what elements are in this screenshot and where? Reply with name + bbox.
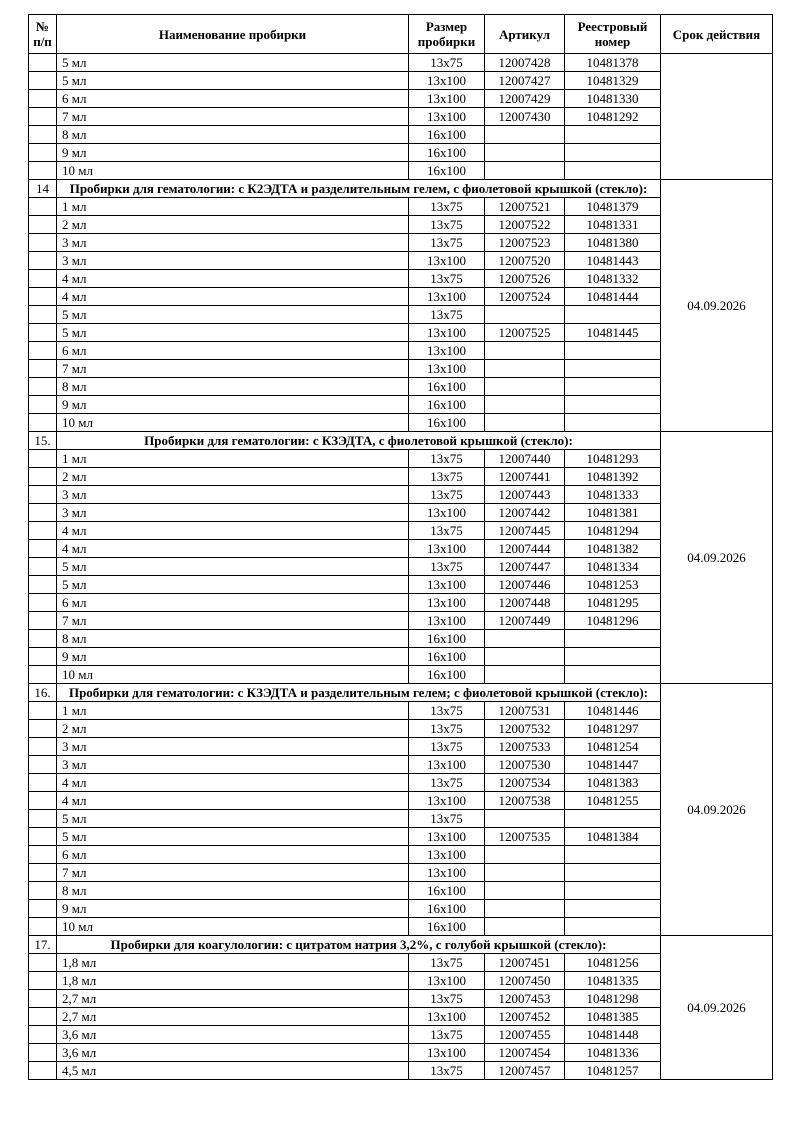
tube-name: 4 мл xyxy=(57,522,409,540)
row-number xyxy=(29,324,57,342)
tube-reg: 10481254 xyxy=(565,738,661,756)
tube-name: 7 мл xyxy=(57,864,409,882)
validity-cell: 04.09.2026 xyxy=(661,936,773,1080)
tube-article: 12007427 xyxy=(485,72,565,90)
tube-size: 13x75 xyxy=(409,198,485,216)
row-number xyxy=(29,234,57,252)
row-number xyxy=(29,540,57,558)
tube-reg: 10481295 xyxy=(565,594,661,612)
tube-name: 6 мл xyxy=(57,90,409,108)
tube-reg: 10481332 xyxy=(565,270,661,288)
row-number xyxy=(29,972,57,990)
tube-size: 13x100 xyxy=(409,252,485,270)
tube-size: 13x100 xyxy=(409,828,485,846)
tube-reg: 10481334 xyxy=(565,558,661,576)
tube-article: 12007534 xyxy=(485,774,565,792)
tube-name: 5 мл xyxy=(57,306,409,324)
tube-size: 13x75 xyxy=(409,720,485,738)
row-number xyxy=(29,486,57,504)
row-number xyxy=(29,90,57,108)
tube-reg xyxy=(565,918,661,936)
tube-article: 12007442 xyxy=(485,504,565,522)
tube-name: 4 мл xyxy=(57,288,409,306)
tube-reg xyxy=(565,900,661,918)
tube-article: 12007428 xyxy=(485,54,565,72)
tube-name: 4 мл xyxy=(57,270,409,288)
tube-reg: 10481255 xyxy=(565,792,661,810)
section-title: Пробирки для гематологии: с КЗЭДТА, с фиолетовой крышкой (стекло): xyxy=(57,432,661,450)
section-title: Пробирки для гематологии: с К2ЭДТА и разделительным гелем, с фиолетовой крышкой (стекло): xyxy=(57,180,661,198)
tube-size: 13x100 xyxy=(409,504,485,522)
tube-reg: 10481382 xyxy=(565,540,661,558)
tube-name: 4,5 мл xyxy=(57,1062,409,1080)
tube-size: 16x100 xyxy=(409,162,485,180)
tube-article: 12007448 xyxy=(485,594,565,612)
row-number xyxy=(29,342,57,360)
tube-size: 16x100 xyxy=(409,396,485,414)
tube-size: 13x100 xyxy=(409,612,485,630)
tube-article xyxy=(485,882,565,900)
row-number xyxy=(29,1008,57,1026)
tube-size: 13x75 xyxy=(409,216,485,234)
tube-reg: 10481257 xyxy=(565,1062,661,1080)
tube-name: 10 мл xyxy=(57,918,409,936)
row-number xyxy=(29,72,57,90)
tube-reg: 10481292 xyxy=(565,108,661,126)
tube-size: 16x100 xyxy=(409,648,485,666)
tube-size: 13x75 xyxy=(409,810,485,828)
tube-reg xyxy=(565,648,661,666)
tube-article xyxy=(485,666,565,684)
tube-name: 1 мл xyxy=(57,450,409,468)
row-number xyxy=(29,576,57,594)
tube-reg xyxy=(565,414,661,432)
row-number xyxy=(29,594,57,612)
tube-name: 1,8 мл xyxy=(57,954,409,972)
tube-reg: 10481293 xyxy=(565,450,661,468)
section-title: Пробирки для коагулологии: с цитратом натрия 3,2%, с голубой крышкой (стекло): xyxy=(57,936,661,954)
tube-name: 3,6 мл xyxy=(57,1026,409,1044)
tube-size: 13x75 xyxy=(409,1062,485,1080)
row-number xyxy=(29,738,57,756)
tube-article: 12007452 xyxy=(485,1008,565,1026)
tube-article: 12007440 xyxy=(485,450,565,468)
tube-reg: 10481446 xyxy=(565,702,661,720)
tube-size: 16x100 xyxy=(409,900,485,918)
tube-name: 3 мл xyxy=(57,756,409,774)
tube-size: 13x100 xyxy=(409,846,485,864)
tube-name: 5 мл xyxy=(57,54,409,72)
tube-size: 13x75 xyxy=(409,306,485,324)
tube-reg xyxy=(565,126,661,144)
tube-reg xyxy=(565,378,661,396)
row-number xyxy=(29,666,57,684)
row-number xyxy=(29,216,57,234)
tube-name: 8 мл xyxy=(57,378,409,396)
section-title-row xyxy=(29,936,773,954)
row-number xyxy=(29,756,57,774)
tube-reg: 10481297 xyxy=(565,720,661,738)
row-number xyxy=(29,630,57,648)
tube-reg xyxy=(565,360,661,378)
tube-name: 1,8 мл xyxy=(57,972,409,990)
tube-article xyxy=(485,918,565,936)
tube-name: 2,7 мл xyxy=(57,990,409,1008)
tube-name: 3 мл xyxy=(57,252,409,270)
section-title-row xyxy=(29,684,773,702)
section-number: 17. xyxy=(29,936,57,954)
tube-name: 1 мл xyxy=(57,198,409,216)
tube-reg: 10481330 xyxy=(565,90,661,108)
row-number xyxy=(29,108,57,126)
tube-size: 13x75 xyxy=(409,1026,485,1044)
row-number xyxy=(29,1044,57,1062)
tube-size: 13x75 xyxy=(409,234,485,252)
tube-article xyxy=(485,378,565,396)
tube-table xyxy=(28,14,773,1080)
tube-article xyxy=(485,360,565,378)
tube-size: 13x100 xyxy=(409,90,485,108)
tube-size: 13x100 xyxy=(409,1044,485,1062)
tube-reg: 10481448 xyxy=(565,1026,661,1044)
tube-article xyxy=(485,846,565,864)
row-number xyxy=(29,54,57,72)
tube-article xyxy=(485,648,565,666)
tube-size: 13x100 xyxy=(409,324,485,342)
tube-name: 6 мл xyxy=(57,342,409,360)
tube-size: 13x100 xyxy=(409,360,485,378)
tube-article xyxy=(485,306,565,324)
tube-article: 12007451 xyxy=(485,954,565,972)
row-number xyxy=(29,648,57,666)
tube-size: 13x100 xyxy=(409,288,485,306)
tube-name: 8 мл xyxy=(57,882,409,900)
tube-article: 12007443 xyxy=(485,486,565,504)
col-header-article: Артикул xyxy=(485,15,565,54)
tube-size: 13x100 xyxy=(409,540,485,558)
tube-size: 13x75 xyxy=(409,450,485,468)
tube-name: 10 мл xyxy=(57,414,409,432)
tube-size: 16x100 xyxy=(409,882,485,900)
tube-reg: 10481333 xyxy=(565,486,661,504)
tube-name: 9 мл xyxy=(57,396,409,414)
row-number xyxy=(29,900,57,918)
row-number xyxy=(29,414,57,432)
tube-article xyxy=(485,900,565,918)
tube-article: 12007520 xyxy=(485,252,565,270)
row-number xyxy=(29,882,57,900)
tube-reg xyxy=(565,342,661,360)
tube-article: 12007453 xyxy=(485,990,565,1008)
tube-name: 9 мл xyxy=(57,900,409,918)
tube-article: 12007454 xyxy=(485,1044,565,1062)
tube-size: 13x75 xyxy=(409,270,485,288)
tube-name: 6 мл xyxy=(57,846,409,864)
row-number xyxy=(29,954,57,972)
tube-reg xyxy=(565,306,661,324)
tube-size: 13x75 xyxy=(409,738,485,756)
section-title-row xyxy=(29,180,773,198)
tube-article xyxy=(485,162,565,180)
tube-name: 7 мл xyxy=(57,108,409,126)
row-number xyxy=(29,126,57,144)
tube-reg: 10481253 xyxy=(565,576,661,594)
validity-cell xyxy=(661,54,773,180)
row-number xyxy=(29,198,57,216)
tube-article: 12007522 xyxy=(485,216,565,234)
tube-reg xyxy=(565,864,661,882)
tube-reg: 10481384 xyxy=(565,828,661,846)
tube-reg: 10481447 xyxy=(565,756,661,774)
tube-reg xyxy=(565,162,661,180)
tube-size: 13x75 xyxy=(409,486,485,504)
tube-name: 2,7 мл xyxy=(57,1008,409,1026)
row-number xyxy=(29,252,57,270)
tube-article: 12007441 xyxy=(485,468,565,486)
tube-name: 6 мл xyxy=(57,594,409,612)
tube-size: 13x100 xyxy=(409,792,485,810)
row-number xyxy=(29,522,57,540)
row-number xyxy=(29,810,57,828)
tube-name: 10 мл xyxy=(57,666,409,684)
tube-article xyxy=(485,630,565,648)
tube-size: 13x100 xyxy=(409,864,485,882)
tube-article: 12007530 xyxy=(485,756,565,774)
tube-name: 1 мл xyxy=(57,702,409,720)
tube-name: 4 мл xyxy=(57,792,409,810)
section-number: 14 xyxy=(29,180,57,198)
tube-article: 12007524 xyxy=(485,288,565,306)
tube-reg: 10481443 xyxy=(565,252,661,270)
row-number xyxy=(29,360,57,378)
tube-reg xyxy=(565,882,661,900)
tube-article: 12007525 xyxy=(485,324,565,342)
row-number xyxy=(29,918,57,936)
row-number xyxy=(29,774,57,792)
row-number xyxy=(29,396,57,414)
tube-article xyxy=(485,342,565,360)
tube-name: 9 мл xyxy=(57,648,409,666)
tube-size: 13x75 xyxy=(409,702,485,720)
tube-article: 12007521 xyxy=(485,198,565,216)
tube-article xyxy=(485,414,565,432)
tube-name: 5 мл xyxy=(57,72,409,90)
section-title: Пробирки для гематологии: с КЗЭДТА и разделительным гелем; с фиолетовой крышкой (стекло): xyxy=(57,684,661,702)
tube-size: 16x100 xyxy=(409,630,485,648)
validity-cell: 04.09.2026 xyxy=(661,180,773,432)
tube-article: 12007447 xyxy=(485,558,565,576)
tube-name: 3,6 мл xyxy=(57,1044,409,1062)
tube-article: 12007538 xyxy=(485,792,565,810)
tube-reg: 10481381 xyxy=(565,504,661,522)
tube-reg: 10481298 xyxy=(565,990,661,1008)
row-number xyxy=(29,792,57,810)
tube-article: 12007523 xyxy=(485,234,565,252)
row-number xyxy=(29,1026,57,1044)
tube-name: 3 мл xyxy=(57,738,409,756)
tube-reg: 10481383 xyxy=(565,774,661,792)
tube-reg: 10481392 xyxy=(565,468,661,486)
tube-reg: 10481380 xyxy=(565,234,661,252)
tube-article xyxy=(485,144,565,162)
tube-article: 12007446 xyxy=(485,576,565,594)
section-title-row xyxy=(29,432,773,450)
tube-article: 12007430 xyxy=(485,108,565,126)
col-header-validity: Срок действия xyxy=(661,15,773,54)
tube-name: 7 мл xyxy=(57,612,409,630)
tube-article: 12007445 xyxy=(485,522,565,540)
tube-name: 2 мл xyxy=(57,720,409,738)
row-number xyxy=(29,720,57,738)
row-number xyxy=(29,612,57,630)
tube-article: 12007444 xyxy=(485,540,565,558)
tube-size: 16x100 xyxy=(409,918,485,936)
tube-article: 12007526 xyxy=(485,270,565,288)
validity-cell: 04.09.2026 xyxy=(661,432,773,684)
tube-name: 5 мл xyxy=(57,810,409,828)
row-number xyxy=(29,270,57,288)
tube-reg xyxy=(565,666,661,684)
tube-size: 13x100 xyxy=(409,72,485,90)
col-header-size: Размер пробирки xyxy=(409,15,485,54)
tube-name: 4 мл xyxy=(57,540,409,558)
header-row xyxy=(29,15,773,54)
tube-article xyxy=(485,810,565,828)
tube-size: 13x100 xyxy=(409,756,485,774)
tube-article xyxy=(485,864,565,882)
row-number xyxy=(29,288,57,306)
row-number xyxy=(29,702,57,720)
tube-size: 13x75 xyxy=(409,558,485,576)
tube-reg: 10481445 xyxy=(565,324,661,342)
tube-name: 7 мл xyxy=(57,360,409,378)
row-number xyxy=(29,558,57,576)
tube-size: 16x100 xyxy=(409,414,485,432)
tube-name: 8 мл xyxy=(57,126,409,144)
tube-name: 3 мл xyxy=(57,234,409,252)
tube-size: 16x100 xyxy=(409,378,485,396)
tube-size: 13x75 xyxy=(409,522,485,540)
tube-article: 12007449 xyxy=(485,612,565,630)
col-header-name: Наименование пробирки xyxy=(57,15,409,54)
tube-name: 3 мл xyxy=(57,486,409,504)
tube-size: 13x75 xyxy=(409,990,485,1008)
tube-reg: 10481294 xyxy=(565,522,661,540)
table-row xyxy=(29,54,773,72)
row-number xyxy=(29,990,57,1008)
tube-size: 13x75 xyxy=(409,954,485,972)
tube-article: 12007533 xyxy=(485,738,565,756)
tube-reg xyxy=(565,810,661,828)
row-number xyxy=(29,846,57,864)
tube-reg: 10481336 xyxy=(565,1044,661,1062)
tube-name: 9 мл xyxy=(57,144,409,162)
tube-reg xyxy=(565,630,661,648)
tube-name: 2 мл xyxy=(57,216,409,234)
tube-size: 13x100 xyxy=(409,1008,485,1026)
row-number xyxy=(29,162,57,180)
tube-size: 16x100 xyxy=(409,126,485,144)
tube-reg: 10481378 xyxy=(565,54,661,72)
tube-reg: 10481444 xyxy=(565,288,661,306)
tube-name: 5 мл xyxy=(57,828,409,846)
tube-name: 4 мл xyxy=(57,774,409,792)
tube-name: 2 мл xyxy=(57,468,409,486)
section-number: 15. xyxy=(29,432,57,450)
row-number xyxy=(29,468,57,486)
row-number xyxy=(29,1062,57,1080)
tube-reg xyxy=(565,396,661,414)
row-number xyxy=(29,450,57,468)
tube-name: 5 мл xyxy=(57,324,409,342)
tube-size: 13x100 xyxy=(409,342,485,360)
tube-article xyxy=(485,396,565,414)
tube-size: 13x75 xyxy=(409,774,485,792)
tube-name: 10 мл xyxy=(57,162,409,180)
tube-article: 12007531 xyxy=(485,702,565,720)
tube-reg xyxy=(565,846,661,864)
tube-size: 13x75 xyxy=(409,54,485,72)
tube-name: 5 мл xyxy=(57,558,409,576)
row-number xyxy=(29,828,57,846)
table-body xyxy=(29,54,773,1080)
tube-article: 12007429 xyxy=(485,90,565,108)
row-number xyxy=(29,378,57,396)
row-number xyxy=(29,864,57,882)
tube-reg: 10481331 xyxy=(565,216,661,234)
tube-name: 3 мл xyxy=(57,504,409,522)
tube-article: 12007455 xyxy=(485,1026,565,1044)
tube-article: 12007532 xyxy=(485,720,565,738)
tube-reg: 10481256 xyxy=(565,954,661,972)
tube-name: 8 мл xyxy=(57,630,409,648)
section-number: 16. xyxy=(29,684,57,702)
tube-size: 13x100 xyxy=(409,972,485,990)
tube-reg: 10481385 xyxy=(565,1008,661,1026)
tube-article: 12007457 xyxy=(485,1062,565,1080)
tube-size: 13x100 xyxy=(409,594,485,612)
col-header-number: № п/п xyxy=(29,15,57,54)
tube-size: 13x100 xyxy=(409,108,485,126)
tube-article: 12007450 xyxy=(485,972,565,990)
tube-reg xyxy=(565,144,661,162)
tube-article xyxy=(485,126,565,144)
row-number xyxy=(29,504,57,522)
tube-size: 13x75 xyxy=(409,468,485,486)
row-number xyxy=(29,144,57,162)
tube-reg: 10481335 xyxy=(565,972,661,990)
tube-name: 5 мл xyxy=(57,576,409,594)
tube-size: 13x100 xyxy=(409,576,485,594)
tube-size: 16x100 xyxy=(409,666,485,684)
validity-cell: 04.09.2026 xyxy=(661,684,773,936)
tube-reg: 10481379 xyxy=(565,198,661,216)
tube-reg: 10481329 xyxy=(565,72,661,90)
tube-article: 12007535 xyxy=(485,828,565,846)
tube-size: 16x100 xyxy=(409,144,485,162)
col-header-reg: Реестровый номер xyxy=(565,15,661,54)
tube-reg: 10481296 xyxy=(565,612,661,630)
row-number xyxy=(29,306,57,324)
